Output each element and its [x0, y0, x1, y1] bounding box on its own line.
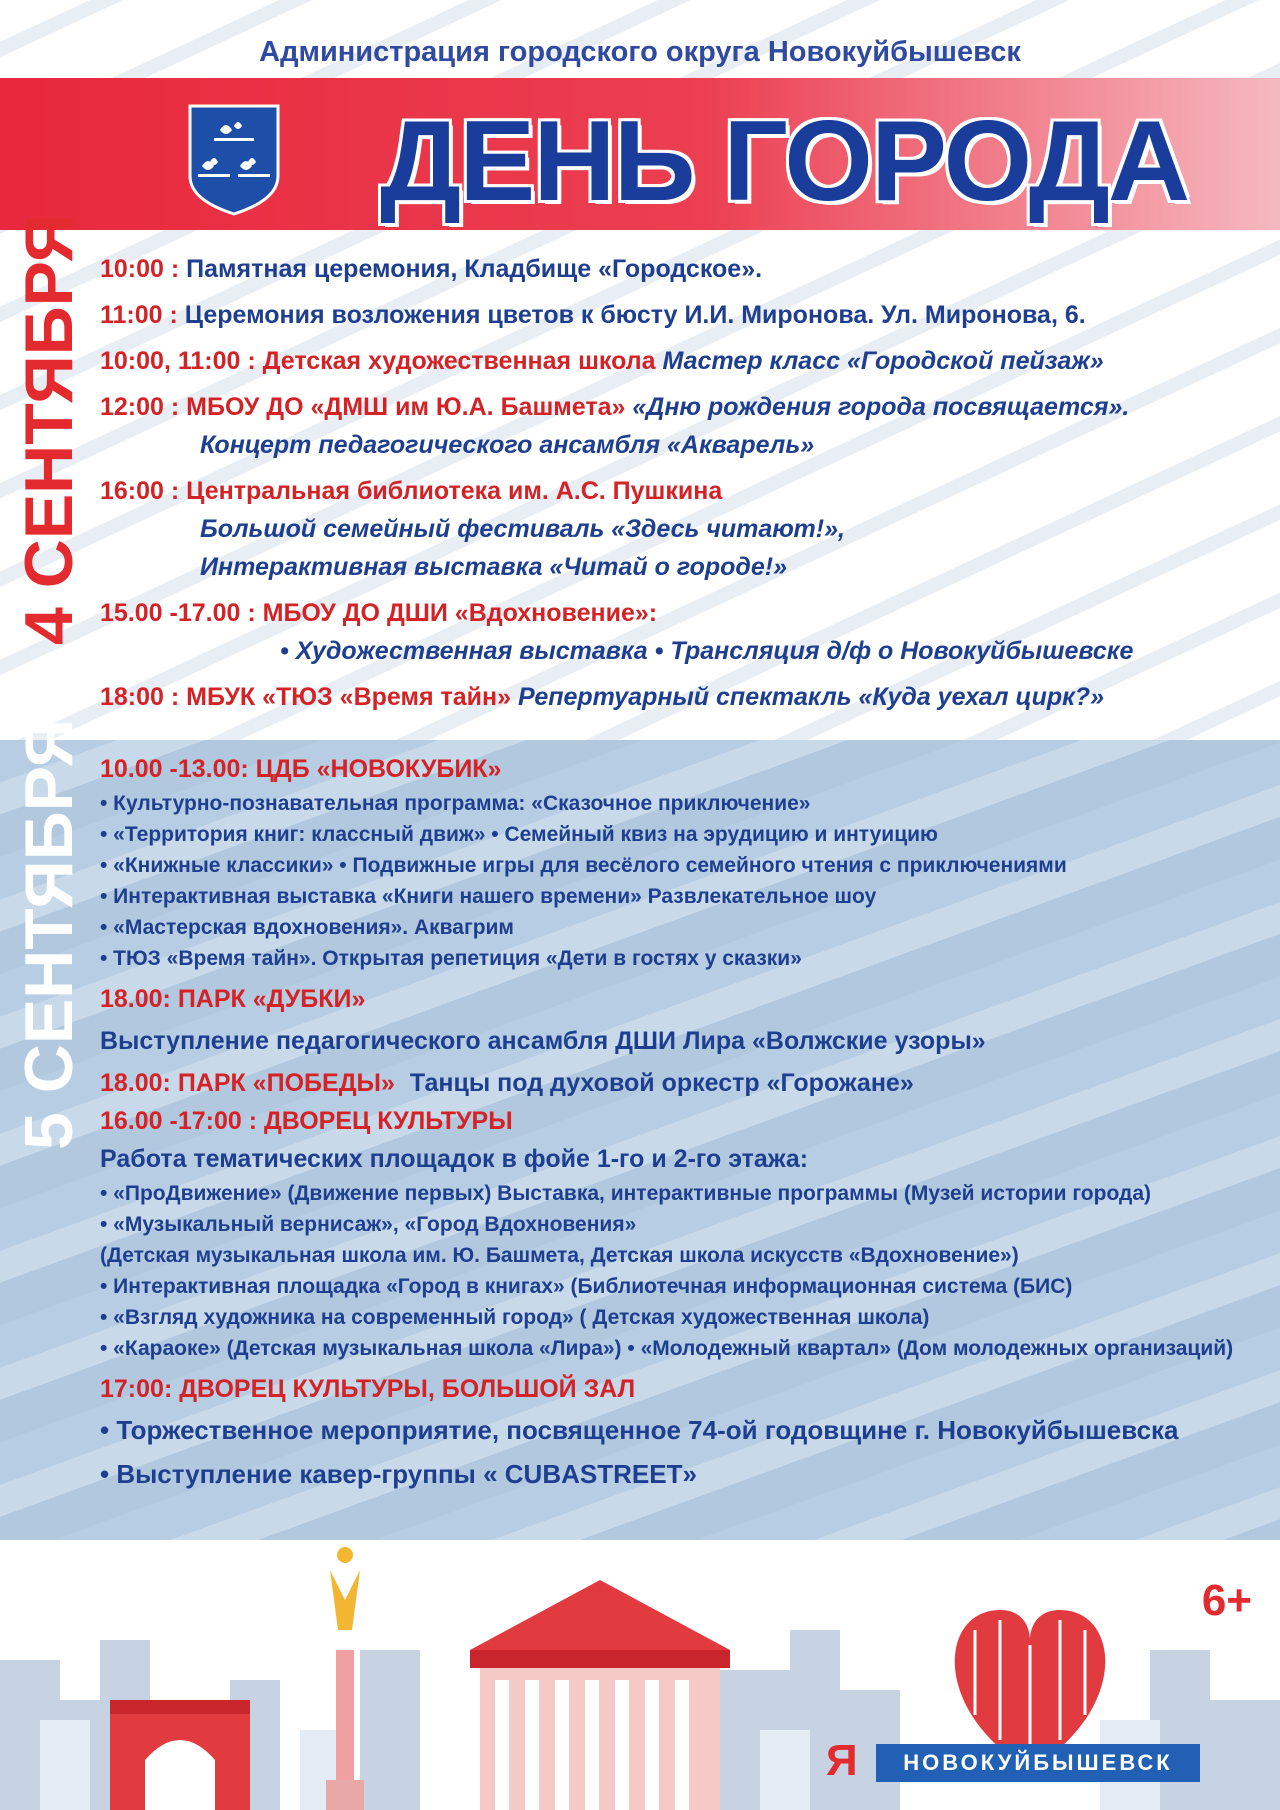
event-place: Детская художественная школа — [262, 347, 656, 375]
age-rating-badge: 6+ — [1201, 1576, 1252, 1625]
event-row — [100, 296, 1270, 334]
logo-ya-letter: Я — [826, 1736, 858, 1785]
block-heading: 18.00: ПАРК «ПОБЕДЫ» — [100, 1069, 395, 1097]
list-item: • «Взгляд художника на современный город» ( Детская художественная школа) — [100, 1306, 930, 1329]
list-item: • Интерактивная выставка «Книги нашего времени» Развлекательное шоу — [100, 885, 877, 908]
block-subheading: Работа тематических площадок в фойе 1-го и 2-го этажа: — [100, 1145, 809, 1173]
block-heading: 16.00 -17:00 : ДВОРЕЦ КУЛЬТУРЫ — [100, 1107, 513, 1135]
event-row — [100, 342, 1270, 380]
block-heading: 18.00: ПАРК «ДУБКИ» — [100, 985, 366, 1013]
list-item: • Торжественное мероприятие, посвященное 74-ой годовщине г. Новокуйбышевска — [100, 1415, 1179, 1445]
event-row — [100, 1064, 1270, 1102]
block-text: Выступление педагогического ансамбля ДШИ Лира «Волжские узоры» — [100, 1027, 986, 1055]
list-item: • Культурно-познавательная программа: «Сказочное приключение» — [100, 792, 811, 815]
event-text: Мастер класс «Городской пейзаж» — [662, 347, 1104, 375]
list-item: • «Книжные классики» • Подвижные игры для весёлого семейного чтения с приключениями — [100, 854, 1067, 877]
block-heading: 10.00 -13.00: ЦДБ «НОВОКУБИК» — [100, 755, 502, 783]
event-time: 15.00 -17.00 : — [100, 599, 256, 627]
list-item: • «Караоке» (Детская музыкальная школа «Лира») • «Молодежный квартал» (Дом молодежных организаций) — [100, 1337, 1234, 1360]
event-time: 12:00 : — [100, 393, 180, 421]
list-item: • Выступление кавер-группы « CUBASTREET» — [100, 1459, 697, 1489]
list-item: • ТЮЗ «Время тайн». Открытая репетиция «Дети в гостях у сказки» — [100, 947, 802, 970]
event-time: 10:00, 11:00 : — [100, 347, 256, 375]
event-row — [100, 594, 1270, 670]
list-item: • «Территория книг: классный движ» • Семейный квиз на эрудицию и интуицию — [100, 823, 938, 846]
schedule-sept-5 — [100, 750, 1270, 1496]
day-label-sept-4: 4 СЕНТЯБРЯ — [11, 213, 87, 645]
block-text: Танцы под духовой оркестр «Горожане» — [409, 1069, 914, 1097]
list-item: • «ПроДвижение» (Движение первых) Выставка, интерактивные программы (Музей истории города) — [100, 1182, 1151, 1205]
event-text-continued: Интерактивная выставка «Читай о городе!» — [200, 553, 787, 581]
event-place: МБУК «ТЮЗ «Время тайн» — [186, 683, 512, 711]
event-text: Церемония возложения цветов к бюсту И.И. Миронова. Ул. Миронова, 6. — [184, 301, 1086, 329]
event-place: МБОУ ДО ДШИ «Вдохновение»: — [262, 599, 658, 627]
list-item: • «Музыкальный вернисаж», «Город Вдохновения» — [100, 1213, 637, 1236]
event-text: «Дню рождения города посвящается». — [632, 393, 1130, 421]
day-label-sept-5: 5 СЕНТЯБРЯ — [11, 718, 87, 1150]
event-text: • Художественная выставка • Трансляция д/ф о Новокуйбышевске — [280, 637, 1134, 665]
event-text: Памятная церемония, Кладбище «Городское». — [186, 255, 763, 283]
list-item: (Детская музыкальная школа им. Ю. Башмета, Детская школа искусств «Вдохновение») — [100, 1244, 1019, 1267]
logo-city-name: НОВОКУЙБЫШЕВСК — [876, 1744, 1200, 1782]
schedule-sept-4 — [100, 250, 1270, 724]
block-heading: 17:00: ДВОРЕЦ КУЛЬТУРЫ, БОЛЬШОЙ ЗАЛ — [100, 1375, 636, 1403]
event-text: Репертуарный спектакль «Куда уехал цирк?» — [517, 683, 1104, 711]
event-time: 16:00 : — [100, 477, 180, 505]
list-item: • «Мастерская вдохновения». Аквагрим — [100, 916, 514, 939]
event-time: 10:00 : — [100, 255, 180, 283]
page-title: ДЕНЬ ГОРОДА — [380, 98, 1189, 225]
event-place: Центральная библиотека им. А.С. Пушкина — [186, 477, 723, 505]
list-item: • Интерактивная площадка «Город в книгах» (Библиотечная информационная система (БИС) — [100, 1275, 1073, 1298]
event-place: МБОУ ДО «ДМШ им Ю.А. Башмета» — [186, 393, 626, 421]
event-time: 11:00 : — [100, 301, 178, 329]
administration-heading: Администрация городского округа Новокуйбышевск — [259, 36, 1021, 68]
event-row — [100, 678, 1270, 716]
event-text: Большой семейный фестиваль «Здесь читают!», — [200, 515, 845, 543]
city-coat-of-arms-icon — [188, 104, 280, 216]
event-row — [100, 250, 1270, 288]
event-time: 18:00 : — [100, 683, 180, 711]
event-row — [100, 388, 1270, 464]
event-text-continued: Концерт педагогического ансамбля «Акварель» — [200, 431, 815, 459]
event-row — [100, 472, 1270, 586]
